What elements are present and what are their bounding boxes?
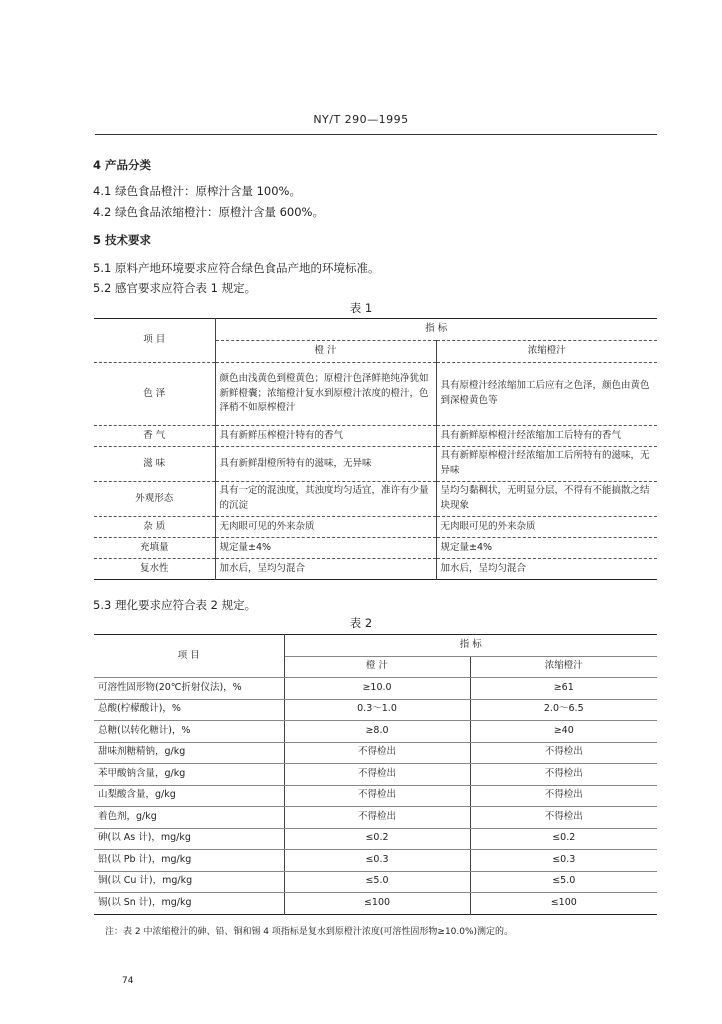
table-2-concentrate-value: ≤0.3 xyxy=(470,850,657,872)
table-1-item: 香 气 xyxy=(94,426,215,447)
section-4-title: 4 产品分类 xyxy=(93,158,152,172)
clause-4-2: 4.2 绿色食品浓缩橙汁：原橙汁含量 600%。 xyxy=(93,205,324,219)
table-2-juice-value: ≤5.0 xyxy=(284,871,470,893)
table-1-juice-cell: 无肉眼可见的外来杂质 xyxy=(215,517,436,538)
table-row xyxy=(94,807,657,829)
table-2-juice-value: 不得检出 xyxy=(284,764,470,786)
section-5-title: 5 技术要求 xyxy=(93,233,152,247)
table-row xyxy=(94,699,657,721)
table-1-juice-cell: 加水后，呈均匀混合 xyxy=(215,559,436,580)
table-1-juice-cell: 规定量±4% xyxy=(215,538,436,559)
table-2-concentrate-value: 不得检出 xyxy=(470,807,657,829)
table-1-caption: 表 1 xyxy=(349,301,373,315)
table-row xyxy=(94,871,657,893)
table-row xyxy=(94,828,657,850)
table-2-caption: 表 2 xyxy=(349,616,373,630)
table-2-concentrate-value: 2.0～6.5 xyxy=(470,699,657,721)
table-1-juice-cell: 具有新鲜甜橙所特有的滋味，无异味 xyxy=(215,447,436,482)
table-1-item: 复水性 xyxy=(94,559,215,580)
table-1-header-juice: 橙 汁 xyxy=(215,341,436,363)
table-1-concentrate-cell: 具有原橙汁经浓缩加工后应有之色泽，颜色由黄色到深橙黄色等 xyxy=(436,363,657,426)
table-1-item: 外观形态 xyxy=(94,482,215,517)
table-2-item: 山梨酸含量，g/kg xyxy=(94,785,284,807)
table-2-concentrate-value: ≥40 xyxy=(470,721,657,743)
table-2-item: 总酸(柠檬酸计)，% xyxy=(94,699,284,721)
clause-5-2: 5.2 感官要求应符合表 1 规定。 xyxy=(93,281,257,295)
clause-5-3: 5.3 理化要求应符合表 2 规定。 xyxy=(93,598,257,612)
table-2-juice-value: 不得检出 xyxy=(284,785,470,807)
page-number: 74 xyxy=(122,976,134,986)
table-2-juice-value: 0.3～1.0 xyxy=(284,699,470,721)
table-2-item: 苯甲酸钠含量，g/kg xyxy=(94,764,284,786)
table-1-juice-cell: 具有一定的混浊度，其浊度均匀适宜，准许有少量的沉淀 xyxy=(215,482,436,517)
table-row xyxy=(94,678,657,700)
table-2-juice-value: ≤0.3 xyxy=(284,850,470,872)
table-2-concentrate-value: 不得检出 xyxy=(470,764,657,786)
table-1-concentrate-cell: 呈均匀黏稠状，无明显分层，不得有不能搞散之结块现象 xyxy=(436,482,657,517)
table-2-juice-value: 不得检出 xyxy=(284,807,470,829)
table-row xyxy=(94,785,657,807)
document-header: NY/T 290—1995 xyxy=(313,113,409,126)
table-2-item: 甜味剂糖精钠，g/kg xyxy=(94,742,284,764)
physicochemical-requirements-table xyxy=(94,634,657,915)
table-2-header-indicator: 指 标 xyxy=(284,635,657,657)
table-2-item: 锡(以 Sn 计)，mg/kg xyxy=(94,893,284,915)
table-row xyxy=(94,538,657,559)
table-1-item: 杂 质 xyxy=(94,517,215,538)
table-2-item: 着色剂，g/kg xyxy=(94,807,284,829)
table-row xyxy=(94,363,657,426)
table-row xyxy=(94,447,657,482)
table-2-item: 铅(以 Pb 计)，mg/kg xyxy=(94,850,284,872)
table-2-item: 铜(以 Cu 计)，mg/kg xyxy=(94,871,284,893)
table-1-concentrate-cell: 加水后，呈均匀混合 xyxy=(440,562,527,574)
table-row xyxy=(94,559,657,580)
table-row xyxy=(94,850,657,872)
table-1-header-item: 项 目 xyxy=(94,319,215,363)
table-2-header-item: 项 目 xyxy=(94,635,284,678)
table-2-juice-value: ≤100 xyxy=(284,893,470,915)
table-2-juice-value: 不得检出 xyxy=(284,742,470,764)
header-rule xyxy=(95,134,657,135)
table-1-juice-cell: 颜色由浅黄色到橙黄色；原橙汁色泽鲜艳纯净犹如新鲜橙囊；浓缩橙汁复水到原橙汁浓度的橙汁，色泽稍不如原榨橙汁 xyxy=(215,363,436,426)
table-2-header-juice: 橙 汁 xyxy=(284,656,470,678)
table-2-note: 注：表 2 中浓缩橙汁的砷、铅、铜和锡 4 项指标是复水到原橙汁浓度(可溶性固形物≥10.0%)测定的。 xyxy=(105,927,514,937)
table-2-juice-value: ≥8.0 xyxy=(284,721,470,743)
clause-5-1: 5.1 原料产地环境要求应符合绿色食品产地的环境标准。 xyxy=(93,261,380,275)
table-2-item: 可溶性固形物(20℃折射仪法)，% xyxy=(94,678,284,700)
table-2-juice-value: ≥10.0 xyxy=(284,678,470,700)
table-row xyxy=(94,721,657,743)
table-2-item: 总糖(以转化糖计)，% xyxy=(94,721,284,743)
table-2-concentrate-value: 不得检出 xyxy=(470,742,657,764)
table-1-juice-cell: 具有新鲜压榨橙汁特有的香气 xyxy=(215,426,436,447)
table-1-concentrate-cell: 规定量±4% xyxy=(436,538,657,559)
table-row xyxy=(94,426,657,447)
table-1-item: 色 泽 xyxy=(94,363,215,426)
table-2-concentrate-value: ≥61 xyxy=(470,678,657,700)
table-row xyxy=(94,764,657,786)
table-2-item: 砷(以 As 计)，mg/kg xyxy=(94,828,284,850)
table-1-item: 滋 味 xyxy=(94,447,215,482)
table-row xyxy=(94,742,657,764)
table-row xyxy=(94,517,657,538)
table-2-header-concentrate: 浓缩橙汁 xyxy=(470,656,657,678)
sensory-requirements-table xyxy=(94,318,657,580)
table-1-header-concentrate: 浓缩橙汁 xyxy=(436,341,657,363)
table-2-concentrate-value: ≤0.2 xyxy=(470,828,657,850)
table-2-concentrate-value: 不得检出 xyxy=(470,785,657,807)
table-2-juice-value: ≤0.2 xyxy=(284,828,470,850)
table-row xyxy=(94,893,657,915)
table-2-concentrate-value: ≤5.0 xyxy=(470,871,657,893)
table-1-concentrate-cell: 无肉眼可见的外来杂质 xyxy=(436,517,657,538)
table-1-header-indicator: 指 标 xyxy=(215,319,657,341)
table-2-concentrate-value: ≤100 xyxy=(550,896,577,908)
table-1-concentrate-cell: 具有新鲜原榨橙汁经浓缩加工后所特有的滋味，无异味 xyxy=(436,447,657,482)
table-row xyxy=(94,482,657,517)
table-1-item: 充填量 xyxy=(94,538,215,559)
clause-4-1: 4.1 绿色食品橙汁：原榨汁含量 100%。 xyxy=(93,184,301,198)
table-1-concentrate-cell: 具有新鲜原榨橙汁经浓缩加工后特有的香气 xyxy=(436,426,657,447)
